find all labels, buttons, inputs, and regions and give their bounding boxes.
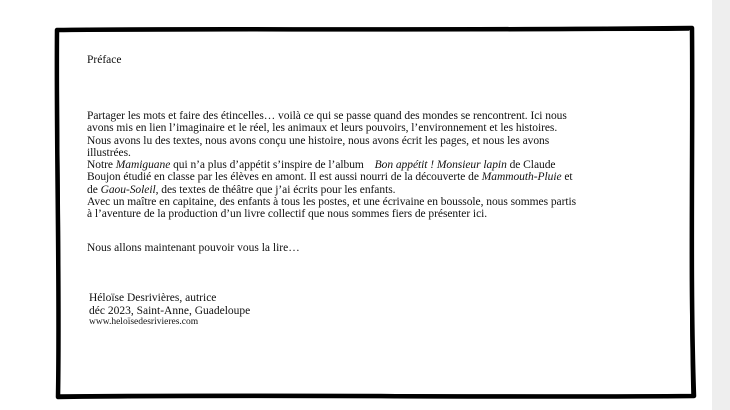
preface-body [87, 110, 617, 221]
preface-heading: Préface [87, 54, 122, 66]
text-run: de Claude [506, 159, 556, 172]
paragraph-line: illustrées. [87, 146, 131, 159]
author-name: Héloïse Desrivières, autrice [89, 292, 217, 304]
text-run: , des textes de théâtre que j’ai écrits pour les enfants. [155, 183, 396, 196]
paragraph-line: Avec un maître en capitaine, des enfants à tous les postes, et une écrivaine en boussole, nous sommes partis [87, 196, 577, 209]
title-mammouth-pluie: Mammouth-Pluie [481, 171, 562, 184]
date-place: déc 2023, Saint-Anne, Guadeloupe [89, 304, 251, 317]
paragraph-line: Nous avons lu des textes, nous avons conçu une histoire, nous avons écrit les pages, et nous les avons [87, 134, 550, 147]
text-run: qui n’a plus d’appétit s’inspire de l’album [170, 159, 367, 172]
text-run: Boujon étudié en classe par les élèves en amont. Il est aussi nourri de la découverte de [87, 171, 482, 184]
text-run: de [87, 183, 101, 196]
title-mamiguane: Mamiguane [115, 159, 171, 172]
website-link[interactable]: www.heloïsedesrivieres.com [89, 317, 199, 327]
paragraph-line [87, 171, 617, 183]
title-gaou-soleil: Gaou-Soleil [100, 183, 156, 196]
title-bon-appetit: Bon appétit ! Monsieur lapin [374, 159, 507, 172]
paragraph-line [87, 184, 617, 196]
paragraph-line: avons mis en lien l’imaginaire et le réel, les animaux et leurs pouvoirs, l’environnement et les histoires. [87, 122, 558, 135]
paragraph-line: Partager les mots et faire des étincelles… voilà ce qui se passe quand des mondes se rencontrent. Ici nous [87, 110, 567, 122]
signature-block [89, 292, 250, 328]
text-run: Notre [87, 159, 116, 172]
paragraph-line: à l’aventure de la production d’un livre collectif que nous sommes fiers de présenter ici. [87, 208, 488, 221]
text-run: et [561, 171, 573, 184]
closing-sentence: Nous allons maintenant pouvoir vous la lire… [87, 242, 300, 254]
paragraph-line [87, 159, 617, 171]
